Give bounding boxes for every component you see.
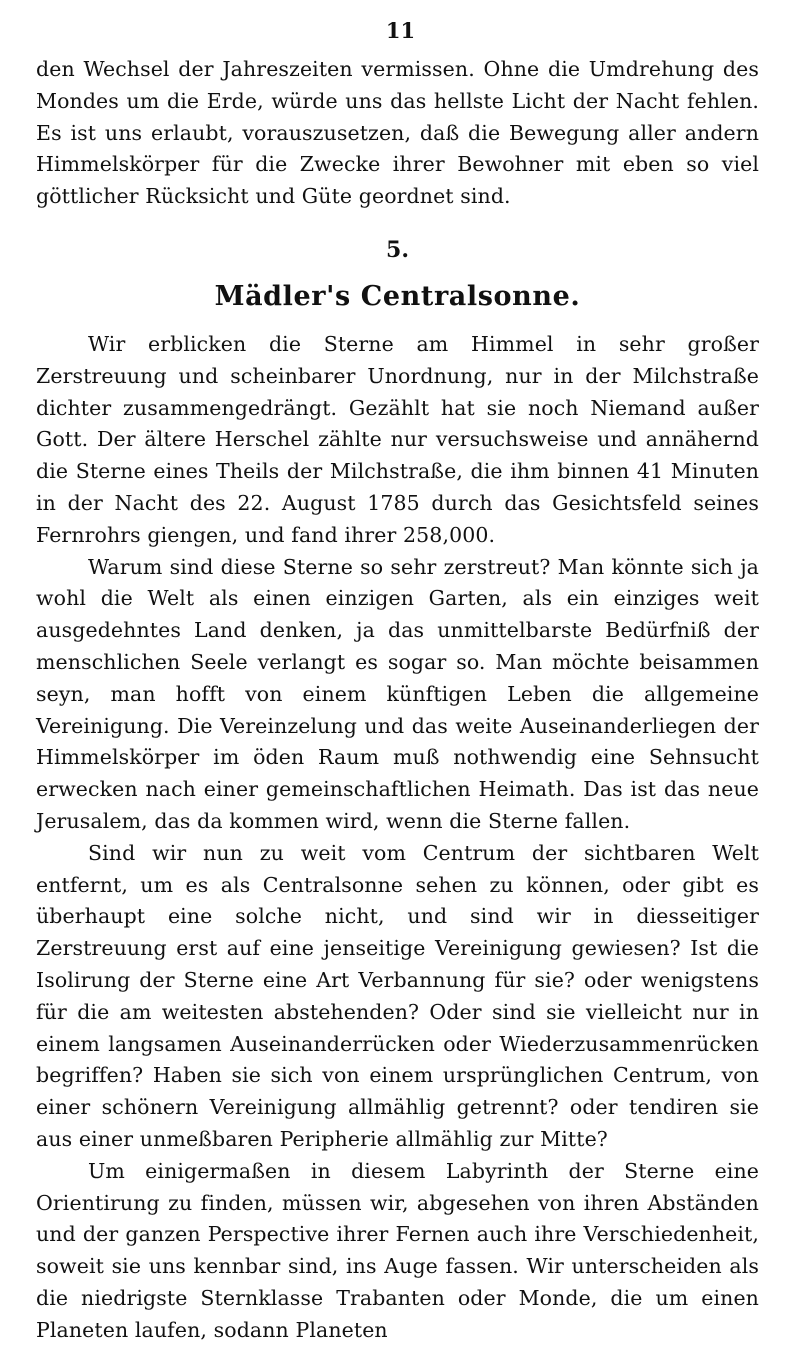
section-title: Mädler's Centralsonne. <box>214 280 581 312</box>
page-number: 11 <box>385 18 416 43</box>
paragraph: Um einigermaßen in diesem Labyrinth der Sterne eine Orientirung zu finden, müssen wir, abgesehen von ihren Abständen und der ganzen Perspective ihrer Fernen auch ihre Verschiedenheit, soweit sie uns kennbar sind, ins Auge fassen. Wir unterscheiden als die niedrigste Sternklasse Trabanten oder Monde, die um einen Planeten laufen, sodann Planeten <box>36 1158 759 1342</box>
paragraph: Sind wir nun zu weit vom Centrum der sichtbaren Welt entfernt, um es als Centralsonne sehen zu können, oder gibt es überhaupt eine solche nicht, und sind wir in diesseitiger Zerstreuung erst auf eine jenseitige Vereinigung gewiesen? Ist die Isolirung der Sterne eine Art Verbannung für sie? oder wenigstens für die am weitesten abstehenden? Oder sind sie vielleicht nur in einem langsamen Auseinanderrücken oder Wiederzusammenrücken begriffen? Haben sie sich von einem ursprünglichen Centrum, von einer schönern Vereinigung allmählig getrennt? oder tendiren sie aus einer unmeßbaren Peripherie allmählig zur Mitte? <box>36 840 759 1151</box>
paragraph: Warum sind diese Sterne so sehr zerstreut? Man könnte sich ja wohl die Welt als einen einzigen Garten, als ein einziges weit ausgedehntes Land denken, ja das unmittelbarste Bedürfniß der menschlichen Seele verlangt es sogar so. Man möchte beisammen seyn, man hofft von einem künftigen Leben die allgemeine Vereinigung. Die Vereinzelung und das weite Auseinanderliegen der Himmelskörper im öden Raum muß nothwendig eine Sehnsucht erwecken nach einer gemeinschaftlichen Heimath. Das ist das neue Jerusalem, das da kommen wird, wenn die Sterne fallen. <box>36 554 759 833</box>
section-number: 5. <box>386 236 409 263</box>
paragraph: Wir erblicken die Sterne am Himmel in sehr großer Zerstreuung und scheinbarer Unordnung, nur in der Milchstraße dichter zusammengedrängt. Gezählt hat sie noch Niemand außer Gott. Der ältere Herschel zählte nur versuchsweise und annähernd die Sterne eines Theils der Milchstraße, die ihm binnen 41 Minuten in der Nacht des 22. August 1785 durch das Gesichtsfeld seines Fernrohrs giengen, und fand ihrer 258,000. <box>36 331 759 547</box>
paragraph-continued: den Wechsel der Jahreszeiten vermissen. Ohne die Umdrehung des Mondes um die Erde, würde uns das hellste Licht der Nacht fehlen. Es ist uns erlaubt, vorauszusetzen, daß die Bewegung aller andern Himmelskörper für die Zwecke ihrer Bewohner mit eben so viel göttlicher Rücksicht und Güte geordnet sind. <box>36 57 759 209</box>
